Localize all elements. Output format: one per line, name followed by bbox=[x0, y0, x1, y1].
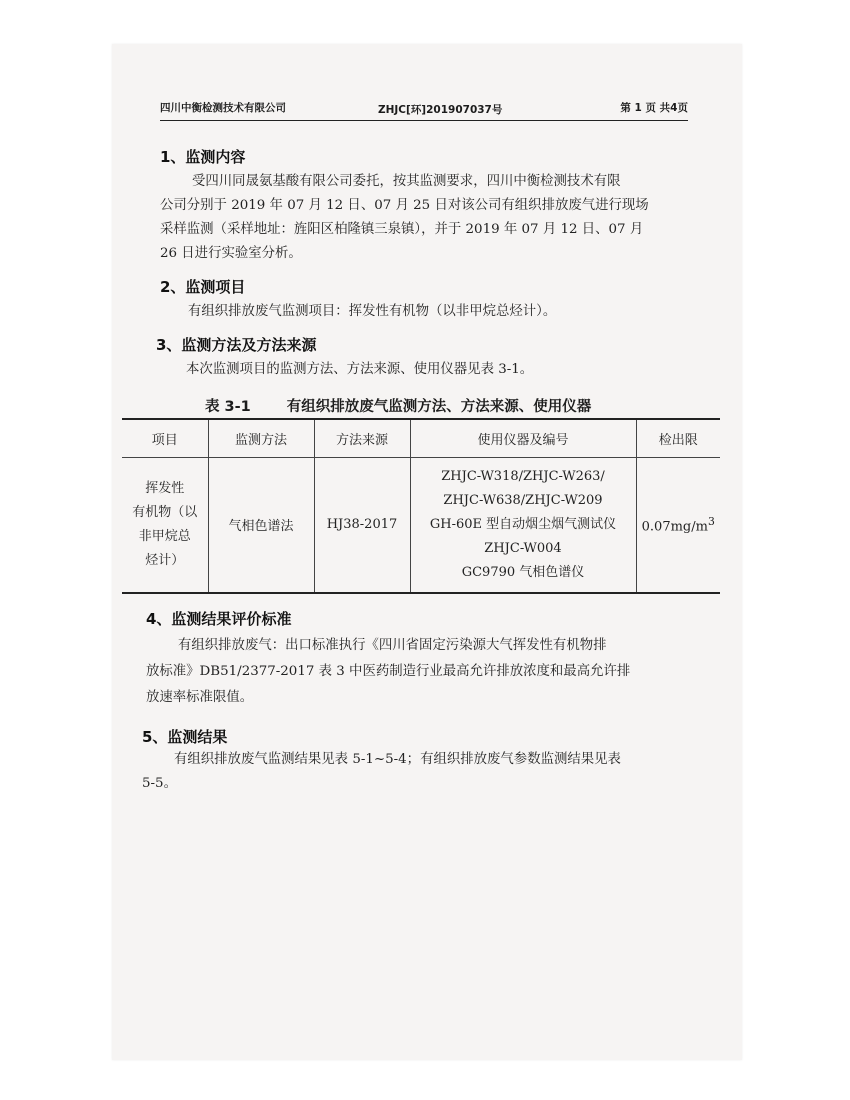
item-line: 有机物（以 bbox=[132, 504, 198, 520]
section-2-line-1: 有组织排放废气监测项目：挥发性有机物（以非甲烷总烃计）。 bbox=[188, 304, 557, 319]
header-method: 监测方法 bbox=[208, 419, 314, 457]
cell-method: 气相色谱法 bbox=[208, 457, 314, 593]
item-line: 非甲烷总 bbox=[138, 528, 191, 544]
header-item: 项目 bbox=[122, 419, 208, 457]
instrument-line: ZHJC-W638/ZHJC-W209 bbox=[443, 492, 603, 508]
limit-superscript: 3 bbox=[707, 515, 715, 529]
table-row bbox=[122, 457, 720, 593]
table-caption-title: 有组织排放废气监测方法、方法来源、使用仪器 bbox=[286, 399, 592, 415]
table-caption-number: 表 3-1 bbox=[205, 399, 251, 415]
section-5-line-1: 有组织排放废气监测结果见表 5-1~5-4；有组织排放废气参数监测结果见表 bbox=[174, 752, 621, 767]
section-4-line-2: 放标准》DB51/2377-2017 表 3 中医药制造行业最高允许排放浓度和最高允许排 bbox=[146, 664, 631, 679]
section-2-title: 2、监测项目 bbox=[160, 278, 246, 296]
instrument-line: GH-60E 型自动烟尘烟气测试仪 bbox=[429, 516, 617, 532]
section-5-title: 5、监测结果 bbox=[142, 728, 228, 746]
header-source: 方法来源 bbox=[314, 419, 410, 457]
section-4-line-3: 放速率标准限值。 bbox=[146, 690, 254, 705]
limit-value: 0.07mg/m bbox=[641, 519, 708, 535]
section-4-title: 4、监测结果评价标准 bbox=[146, 610, 292, 628]
report-number: ZHJC[环]201907037号 bbox=[378, 104, 503, 116]
cell-source: HJ38-2017 bbox=[314, 457, 410, 593]
header-limit: 检出限 bbox=[636, 419, 720, 457]
header-instruments: 使用仪器及编号 bbox=[410, 419, 636, 457]
cell-limit bbox=[636, 457, 720, 593]
page-number: 第 1 页 共4页 bbox=[620, 102, 688, 114]
instrument-line: GC9790 气相色谱仪 bbox=[461, 564, 585, 580]
page-header bbox=[160, 96, 688, 121]
section-1-title: 1、监测内容 bbox=[160, 148, 246, 166]
cell-instruments bbox=[410, 457, 636, 593]
section-3-title: 3、监测方法及方法来源 bbox=[156, 336, 317, 354]
instrument-line: ZHJC-W004 bbox=[484, 540, 562, 556]
company-name: 四川中衡检测技术有限公司 bbox=[160, 102, 286, 114]
item-line: 挥发性 bbox=[145, 480, 185, 496]
instrument-line: ZHJC-W318/ZHJC-W263/ bbox=[441, 468, 605, 484]
cell-item bbox=[122, 457, 208, 593]
section-1-line-4: 26 日进行实验室分析。 bbox=[160, 246, 302, 261]
section-5-line-2: 5-5。 bbox=[142, 776, 177, 791]
item-line: 烃计） bbox=[145, 552, 185, 568]
section-1-line-3: 采样监测（采样地址：旌阳区柏隆镇三泉镇），并于 2019 年 07 月 12 日、07 月 bbox=[160, 222, 644, 237]
table-caption bbox=[205, 395, 591, 416]
section-1-line-2: 公司分别于 2019 年 07 月 12 日、07 月 25 日对该公司有组织排放废气进行现场 bbox=[160, 198, 649, 213]
methods-table bbox=[122, 418, 720, 594]
section-4-line-1: 有组织排放废气：出口标准执行《四川省固定污染源大气挥发性有机物排 bbox=[178, 638, 607, 653]
section-3-line-1: 本次监测项目的监测方法、方法来源、使用仪器见表 3-1。 bbox=[186, 362, 534, 377]
section-1-line-1: 受四川同晟氨基酸有限公司委托，按其监测要求，四川中衡检测技术有限 bbox=[192, 174, 621, 189]
table-header-row bbox=[122, 419, 720, 457]
